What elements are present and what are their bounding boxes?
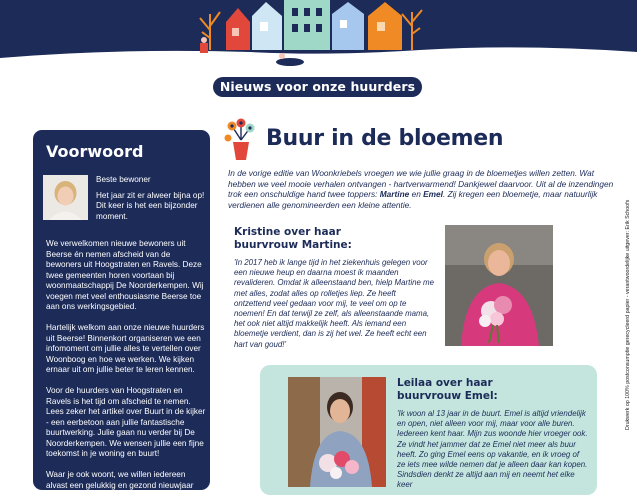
foreword-paragraph: Voor de huurders van Hoogstraten en Ravels is het tijd om afscheid te nemen. Lees zeker het artikel over Buurt in de kijker - een eerbetoon aan jullie fantastische buurtwerking. Julie gaan nu verder bij De Noorderkempen. We wensen jullie een fijne toekomst in je woning en buurt!: [46, 386, 206, 458]
foreword-intro: [46, 175, 210, 240]
kristine-heading: Kristine over haar buurvrouw Martine:: [234, 226, 352, 251]
lead-text: In de vorige editie van Woonkriebels vroegen we wie jullie graag in de bloemetjes willen zetten. Wat hebben we veel mooie verhalen ontvangen - hartverwarmend! Dankjewel daarvoor. Uit al de inzendingen trok een onschuldige hand twee toppers:: [228, 168, 614, 200]
article-title: Buur in de bloemen: [266, 126, 504, 151]
emel-photo: [288, 377, 386, 487]
foreword-paragraph: Waar je ook woont, we willen iedereen alvast een gelukkig en gezond nieuwjaar toewensen. Hopelijk brengt 2025: [46, 470, 194, 500]
foreword-paragraph: Hartelijk welkom aan onze nieuwe huurders uit Beerse! Binnenkort organiseren we een infomoment om jullie alles te vertellen over Woonboog en hoe we werken. We kijken ernaar uit om jullie beter te leren kennen.: [46, 323, 205, 374]
lead-name-martine: Martine: [379, 189, 410, 200]
author-avatar: [43, 175, 88, 220]
header-illustration: [0, 0, 637, 76]
leilaa-quote: 'Ik woon al 13 jaar in de buurt. Emel is altijd vriendelijk en open, niet alleen voor mij, maar voor alle buren. Iedereen kent haar. Mijn zus woonde hier vroeger ook. Ze vindt het jammer dat ze Emel niet meer als buur heeft. Zo ging Emel eens op vakantie, en ik vroeg of ze iets mee wilde nemen dat je alleen daar kan kopen. Sindsdien denkt ze altijd aan mij en neemt het elke keer: [397, 409, 588, 490]
lead-and: en: [409, 189, 424, 200]
foreword-body: [46, 239, 206, 502]
news-banner: Nieuws voor onze huurders: [213, 77, 422, 97]
foreword-greeting-block: [96, 175, 208, 227]
foreword-greeting: Beste bewoner: [96, 175, 151, 184]
foreword-heading: Voorwoord: [46, 142, 144, 161]
foreword-paragraph: We verwelkomen nieuwe bewoners uit Beerse én nemen afscheid van de bewoners uit Hoogstraten en Ravels. Deze twee gemeenten horen voortaan bij woonmaatschappij De Noorderkempen. Wij voegen met veel enthousiasme Beerse toe aan ons werkingsgebied.: [46, 239, 204, 311]
leilaa-heading: Leilaa over haar buurvrouw Emel:: [397, 377, 498, 402]
lead-name-emel: Emel: [423, 189, 443, 200]
lead-text-end: . Zij kregen een bloemetje, maar natuurlijk verdienen alle genomineerden een kleine attentie.: [228, 189, 598, 210]
flower-pot-icon: [222, 118, 260, 167]
article-lead: [228, 168, 623, 210]
foreword-intro-text: Het jaar zit er alweer bijna op! Dit keer is het een bijzonder moment.: [96, 190, 205, 221]
houses-illustration: [0, 0, 637, 76]
foreword-panel: [33, 130, 210, 500]
imprint-note: Drukwerk op 100% postconsumptie gerecycleerd papier - verantwoordelijke uitgever: Erik Schoofs: [625, 199, 631, 430]
kristine-quote: 'In 2017 heb ik lange tijd in het ziekenhuis gelegen voor een nieuwe heup en daarna moest ik maanden revalideren. Omdat ik alleenstaand ben, hielp Martine me met alles, zodat alles op rolletjes liep. Ze heeft ontzettend veel gedaan voor mij, te veel om op te noemen! En dat terwijl ze zelf, als alleenstaande mama, het ook niet altijd makkelijk heeft. Als iemand een bloemetje verdient, dan is zij het wel. Ze heeft echt een hart van goud!': [234, 258, 435, 349]
martine-photo: [445, 225, 553, 346]
